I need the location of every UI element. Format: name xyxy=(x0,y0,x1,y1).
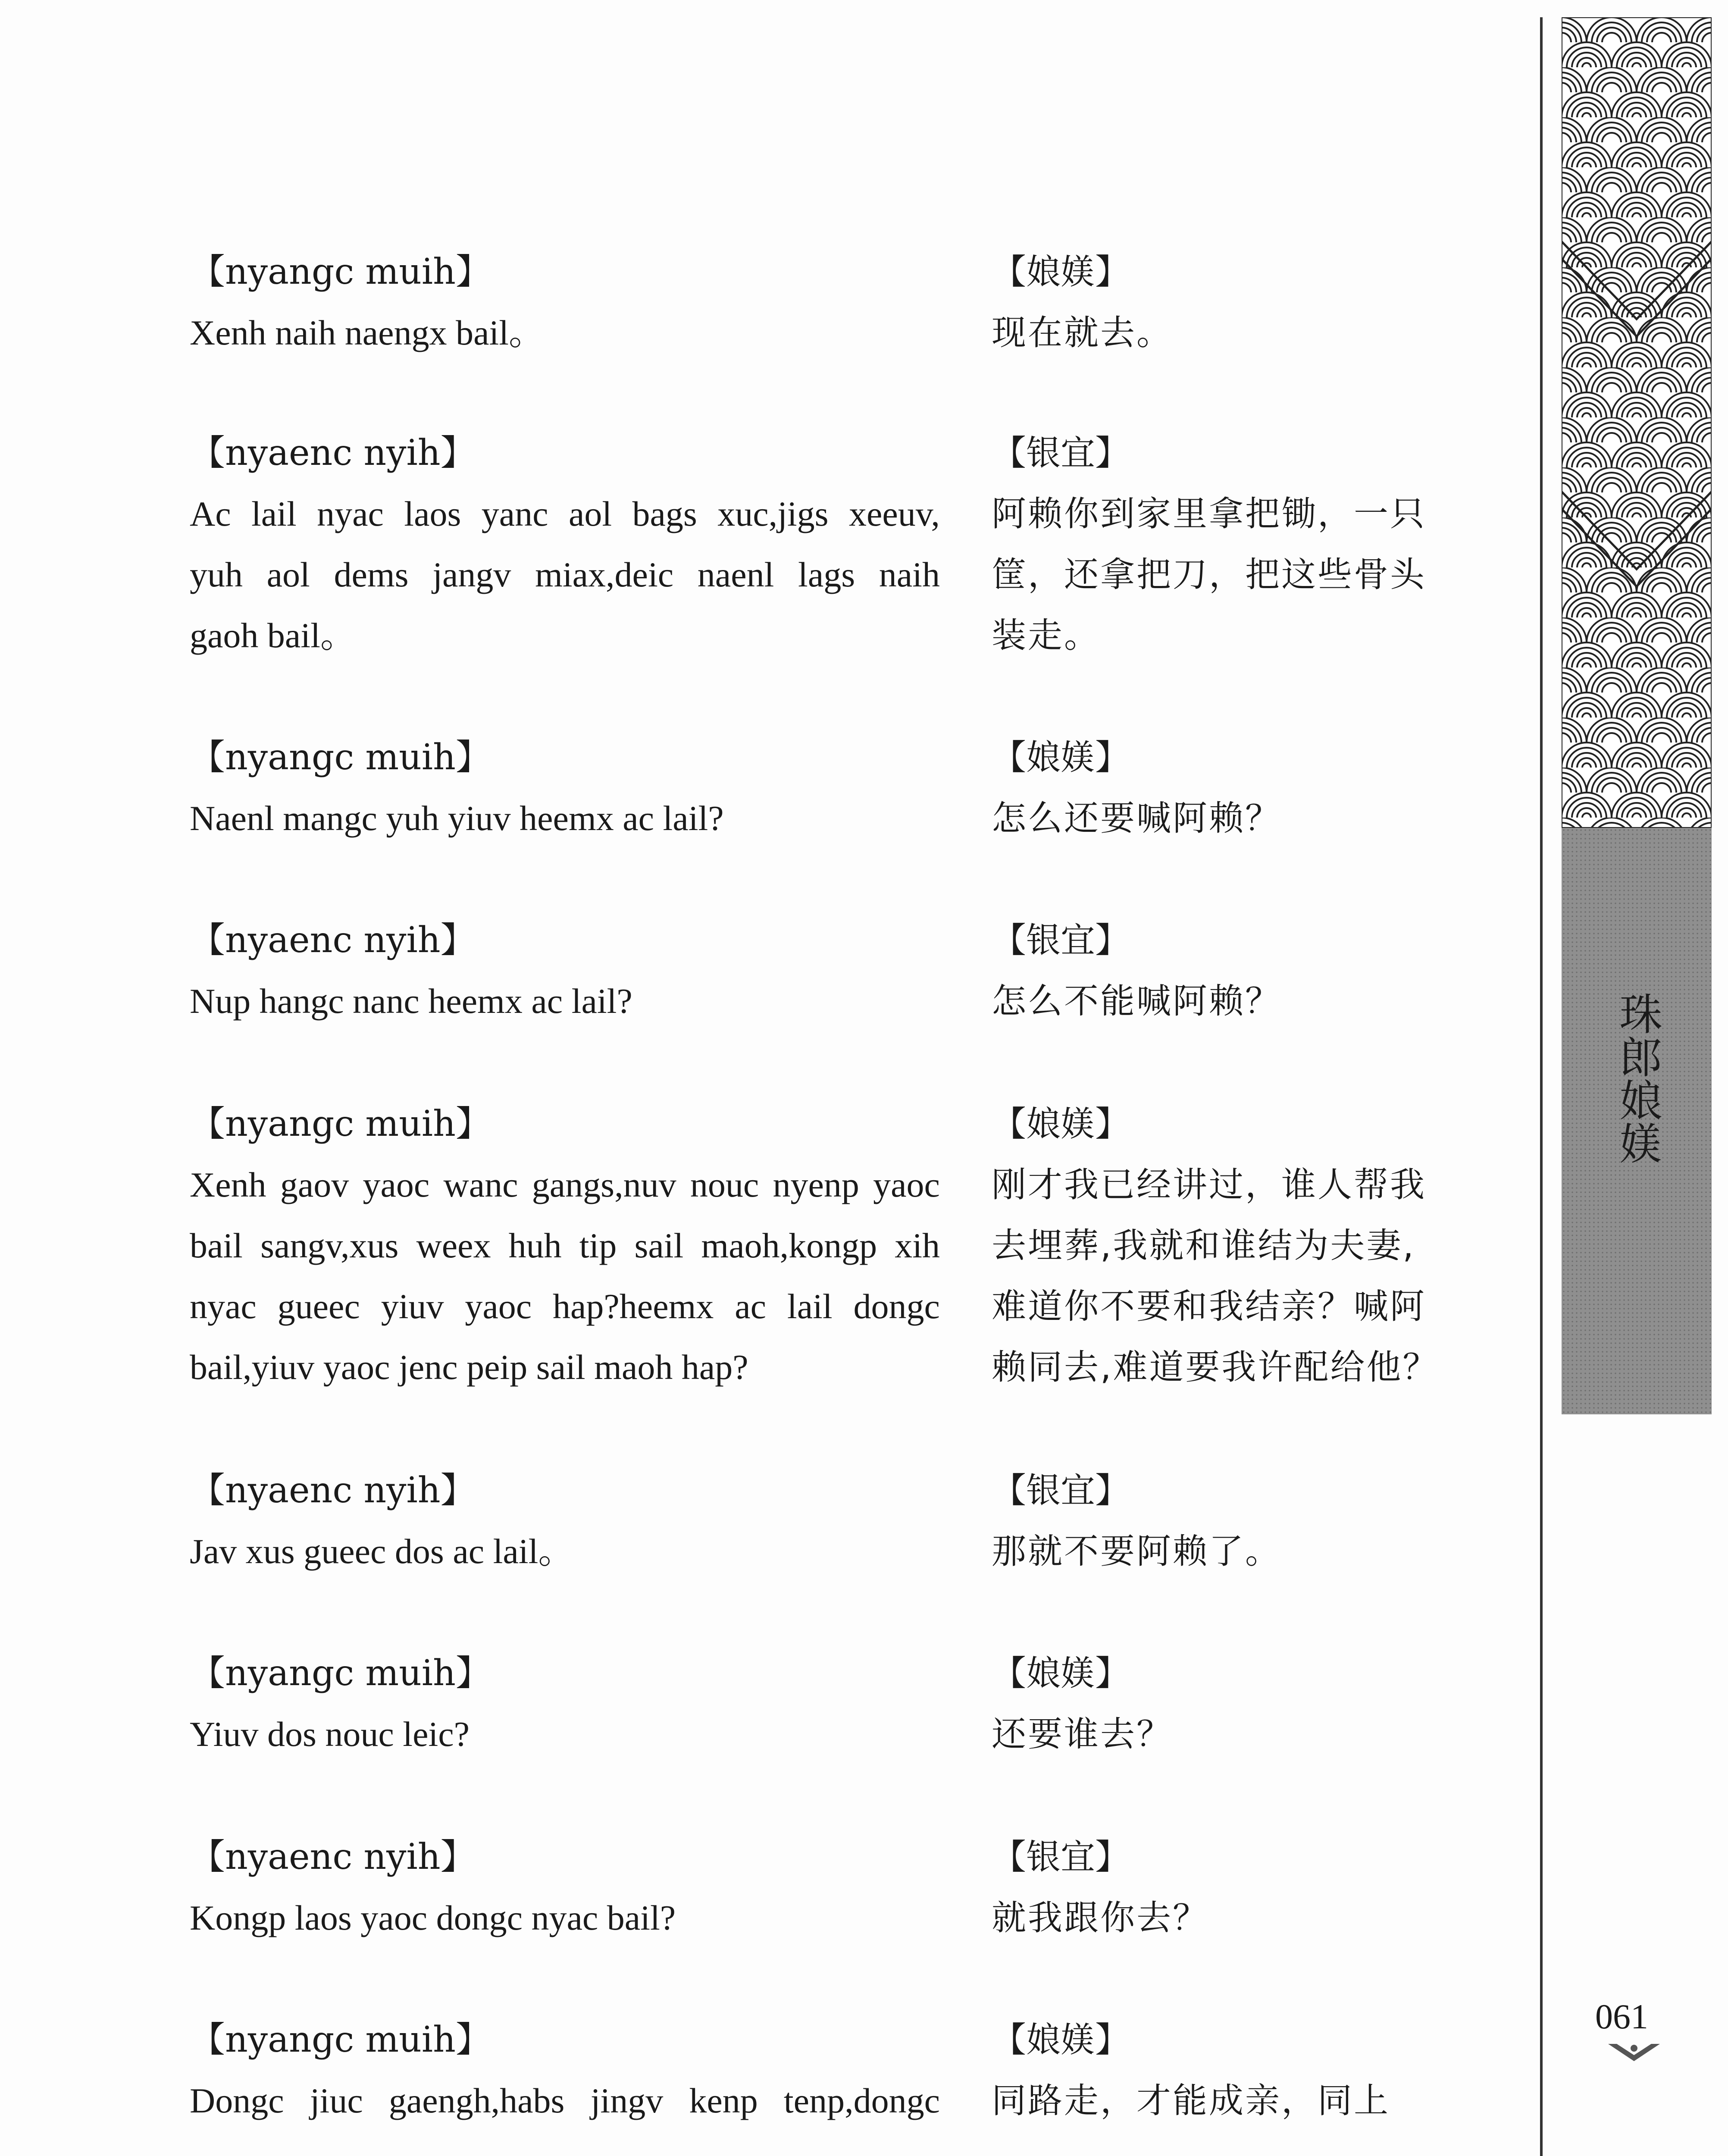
speaker-label: 【银宜】 xyxy=(992,1470,1130,1510)
dialogue-line: Jav xus gueec dos ac lail。 xyxy=(190,1532,574,1571)
speaker-label: 【娘媄】 xyxy=(992,737,1130,777)
dialogue-block-dong xyxy=(190,1094,940,1398)
speaker-label: 【nyaenc nyih】 xyxy=(190,1470,476,1511)
dialogue-line: 现在就去。 xyxy=(992,313,1173,353)
dialogue-line: yuh aol dems jangv miax,deic naenl lags naih xyxy=(190,555,940,594)
dialogue-block-zh xyxy=(992,1094,1462,1398)
page-number-ornament-icon xyxy=(1604,2040,1664,2065)
dialogue-block-dong xyxy=(190,910,940,1031)
speaker-label: 【nyangc muih】 xyxy=(190,1653,491,1694)
dialogue-line: 同路走，才能成亲，同上 xyxy=(992,2081,1390,2121)
dialogue-line: 怎么不能喊阿赖？ xyxy=(992,981,1281,1021)
dialogue-line: Xenh gaov yaoc wanc gangs,nuv nouc nyenp yaoc xyxy=(190,1165,940,1204)
dialogue-line: Yiuv dos nouc leic? xyxy=(190,1714,470,1754)
dialogue-block-dong xyxy=(190,1827,940,1948)
dialogue-line: 装走。 xyxy=(992,615,1100,655)
speaker-label: 【nyaenc nyih】 xyxy=(190,1836,476,1877)
dialogue-line: Dongc jiuc gaengh,habs jingv kenp tenp,dongc xyxy=(190,2081,940,2120)
dialogue-block-zh xyxy=(992,910,1462,1031)
speaker-label: 【娘媄】 xyxy=(992,1104,1130,1144)
dialogue-line: 筐，还拿把刀，把这些骨头 xyxy=(992,555,1426,595)
dialogue-block-zh xyxy=(992,1460,1462,1582)
page-number: 061 xyxy=(1595,1997,1648,2036)
dialogue-block-zh xyxy=(992,1827,1462,1948)
dialogue-line: bail,yiuv yaoc jenc peip sail maoh hap? xyxy=(190,1348,748,1387)
dialogue-block-zh xyxy=(992,1643,1462,1764)
dialogue-block-zh xyxy=(992,423,1462,666)
dialogue-block-dong xyxy=(190,1643,940,1764)
dialogue-line: Naenl mangc yuh yiuv heemx ac lail? xyxy=(190,799,724,838)
dialogue-line: Kongp laos yaoc dongc nyac bail? xyxy=(190,1898,676,1937)
dialogue-line: nyac gueec yiuv yaoc hap?heemx ac lail dongc xyxy=(190,1287,940,1326)
dialogue-block-dong xyxy=(190,1460,940,1582)
dialogue-block-dong xyxy=(190,727,940,849)
dialogue-block-dong xyxy=(190,241,940,363)
dialogue-line: 还要谁去？ xyxy=(992,1714,1173,1754)
dialogue-line: 那就不要阿赖了。 xyxy=(992,1531,1281,1571)
speaker-label: 【银宜】 xyxy=(992,433,1130,473)
dialogue-block-zh xyxy=(992,727,1462,849)
dialogue-line: 难道你不要和我结亲？喊阿 xyxy=(992,1286,1426,1326)
dialogue-block-dong xyxy=(190,2009,940,2131)
side-title-band xyxy=(1562,828,1712,1414)
dialogue-line: 赖同去,难道要我许配给他？ xyxy=(992,1347,1439,1387)
dialogue-line: Nup hangc nanc heemx ac lail? xyxy=(190,981,632,1021)
speaker-label: 【nyangc muih】 xyxy=(190,251,491,292)
dialogue-block-zh xyxy=(992,2009,1462,2131)
dialogue-line: 去埋葬,我就和谁结为夫妻, xyxy=(992,1225,1415,1266)
dialogue-line: bail sangv,xus weex huh tip sail maoh,kongp xih xyxy=(190,1226,940,1265)
dialogue-block-zh xyxy=(992,241,1462,363)
dialogue-line: 就我跟你去？ xyxy=(992,1898,1209,1938)
book-title-vertical: 珠郎娘媄 xyxy=(1612,992,1662,1164)
dialogue-line: 怎么还要喊阿赖？ xyxy=(992,798,1281,838)
dialogue-block-dong xyxy=(190,423,940,666)
speaker-label: 【nyangc muih】 xyxy=(190,1103,491,1144)
vertical-rule xyxy=(1540,17,1543,2156)
decorative-wave-ornament xyxy=(1562,17,1712,828)
speaker-label: 【nyangc muih】 xyxy=(190,737,491,778)
dialogue-line: gaoh bail。 xyxy=(190,616,356,655)
speaker-label: 【nyangc muih】 xyxy=(190,2019,491,2060)
speaker-label: 【nyaenc nyih】 xyxy=(190,920,476,961)
dialogue-line: 刚才我已经讲过，谁人帮我 xyxy=(992,1165,1426,1205)
speaker-label: 【娘媄】 xyxy=(992,252,1130,292)
dialogue-line: Xenh naih naengx bail。 xyxy=(190,313,545,352)
speaker-label: 【银宜】 xyxy=(992,920,1130,960)
dialogue-line: 阿赖你到家里拿把锄，一只 xyxy=(992,494,1426,534)
speaker-label: 【娘媄】 xyxy=(992,2020,1130,2060)
wave-pattern-icon xyxy=(1562,17,1712,828)
speaker-label: 【银宜】 xyxy=(992,1837,1130,1877)
dialogue-line: Ac lail nyac laos yanc aol bags xuc,jigs xeeuv, xyxy=(190,494,940,533)
speaker-label: 【nyaenc nyih】 xyxy=(190,432,476,473)
speaker-label: 【娘媄】 xyxy=(992,1653,1130,1693)
